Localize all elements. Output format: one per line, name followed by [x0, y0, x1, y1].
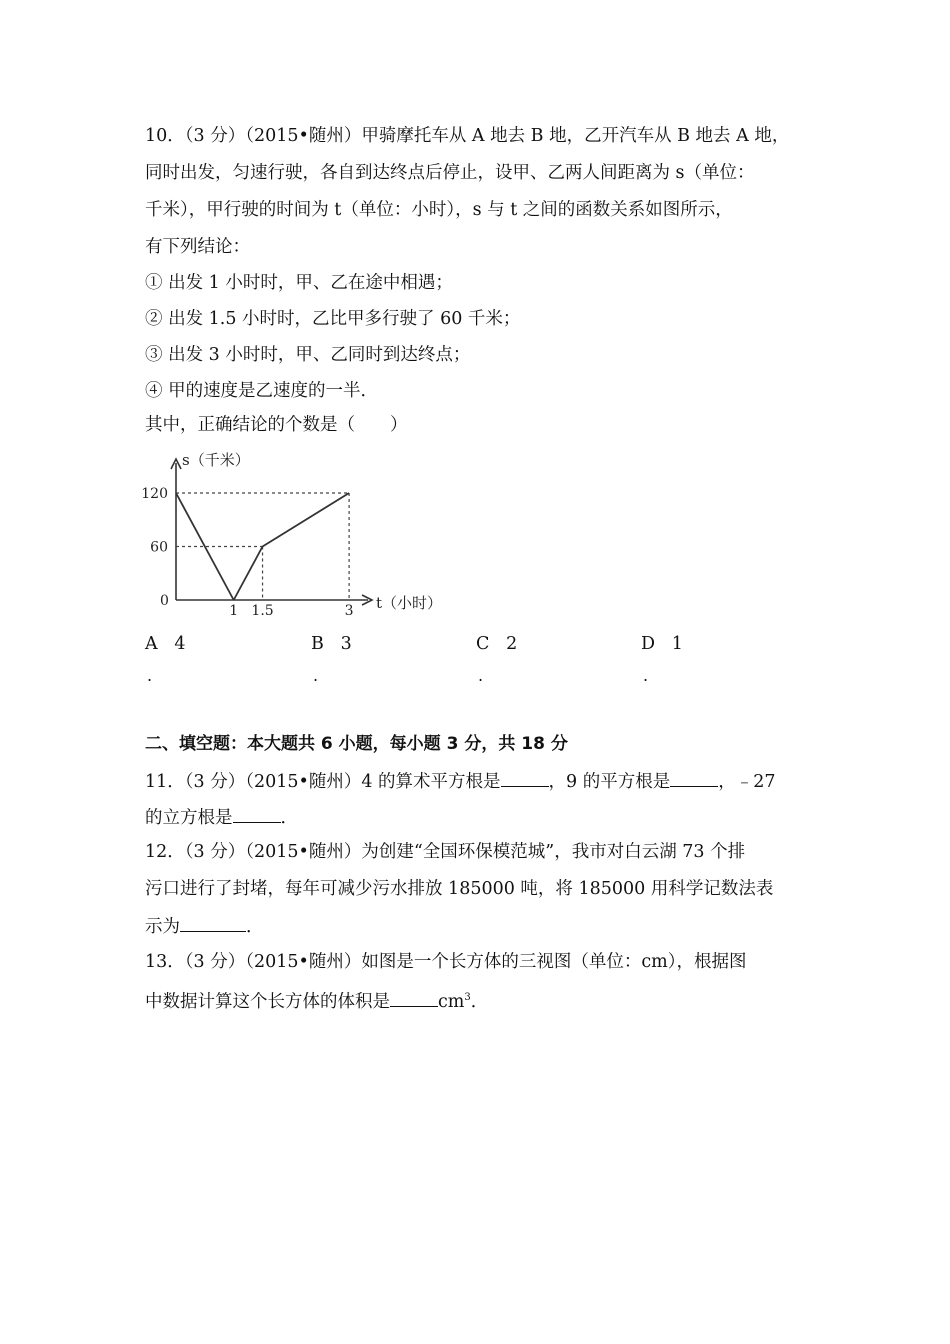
q12-line-2: 污口进行了封堵，每年可减少污水排放 185000 吨，将 185000 用科学记数法表 — [145, 879, 774, 899]
option-c-dot: . — [478, 666, 484, 685]
q11-text-a: 11．（3 分）（2015•随州）4 的算术平方根是 — [145, 772, 501, 792]
q11-blank-3[interactable] — [233, 804, 281, 823]
x-axis-label: t（小时） — [376, 594, 443, 612]
option-a-value: 4 — [174, 634, 186, 654]
q10-line-4: 有下列结论： — [145, 237, 250, 257]
q13-line-1: 13．（3 分）（2015•随州）如图是一个长方体的三视图（单位：cm），根据图 — [145, 952, 747, 972]
option-d-letter: D — [641, 634, 656, 654]
q12-line-1: 12．（3 分）（2015•随州）为创建“全国环保模范城”，我市对白云湖 73 个排 — [145, 842, 746, 862]
q12-line-3 — [145, 913, 264, 939]
x-tick-label-1: 1 — [229, 603, 239, 619]
option-b[interactable] — [311, 632, 352, 656]
q11-text-d: 的立方根是 — [145, 808, 233, 828]
q11-text-b: ，9 的平方根是 — [548, 772, 671, 792]
q11-blank-1[interactable] — [501, 768, 549, 787]
q12-text-a: 示为 — [145, 917, 180, 937]
option-b-dot: . — [313, 666, 319, 685]
q11-blank-2[interactable] — [670, 768, 718, 787]
q10-line-3: 千米），甲行驶的时间为 t（单位：小时），s 与 t 之间的函数关系如图所示， — [145, 200, 733, 220]
q13-unit-exponent: 3 — [464, 992, 471, 1003]
y-axis-label: s（千米） — [182, 451, 250, 469]
q10-statement-2: ② 出发 1.5 小时时，乙比甲多行驶了 60 千米； — [145, 309, 521, 329]
option-b-value: 3 — [340, 634, 352, 654]
q13-text-a: 中数据计算这个长方体的体积是 — [145, 992, 390, 1012]
q12-blank[interactable] — [180, 913, 246, 932]
q10-line-1: 10．（3 分）（2015•随州）甲骑摩托车从 A 地去 B 地，乙开汽车从 B 地去 A 地， — [145, 126, 790, 146]
q11-text-c: ，﹣27 — [718, 772, 776, 792]
q13-blank[interactable] — [390, 988, 438, 1007]
option-c[interactable] — [476, 632, 517, 656]
q10-statement-4: ④ 甲的速度是乙速度的一半． — [145, 381, 379, 401]
q10-statement-1: ① 出发 1 小时时，甲、乙在途中相遇； — [145, 273, 453, 293]
option-d-value: 1 — [671, 634, 683, 654]
q12-text-b: ． — [246, 917, 264, 937]
q10-statement-3: ③ 出发 3 小时时，甲、乙同时到达终点； — [145, 345, 471, 365]
option-a-dot: . — [147, 666, 153, 685]
series-segment-3 — [263, 493, 350, 547]
option-b-letter: B — [311, 634, 324, 654]
section-heading: 二、填空题：本大题共 6 小题，每小题 3 分，共 18 分 — [145, 734, 568, 754]
x-tick-label-3: 3 — [344, 603, 354, 619]
q13-unit: cm — [438, 992, 465, 1012]
origin-label: 0 — [160, 593, 169, 609]
option-c-letter: C — [476, 634, 490, 654]
option-a-letter: A — [145, 634, 158, 654]
q13-line-2 — [145, 986, 488, 1014]
option-c-value: 2 — [506, 634, 518, 654]
option-d-dot: . — [643, 666, 649, 685]
q11-text-e: ． — [280, 808, 298, 828]
q11-line-2 — [145, 804, 298, 830]
q11-line-1 — [145, 768, 776, 794]
q10-line-2: 同时出发，匀速行驶，各自到达终点后停止，设甲、乙两人间距离为 s（单位： — [145, 163, 755, 183]
option-d[interactable] — [641, 632, 683, 656]
q13-text-c: ． — [470, 992, 489, 1012]
y-tick-label-60: 60 — [150, 539, 168, 556]
q10-question: 其中，正确结论的个数是（ ） — [145, 415, 408, 435]
y-tick-label-120: 120 — [141, 486, 168, 502]
series-segment-2 — [234, 547, 263, 601]
distance-time-graph — [140, 445, 450, 625]
option-a[interactable] — [145, 632, 185, 656]
x-tick-label-1.5: 1.5 — [251, 603, 274, 619]
